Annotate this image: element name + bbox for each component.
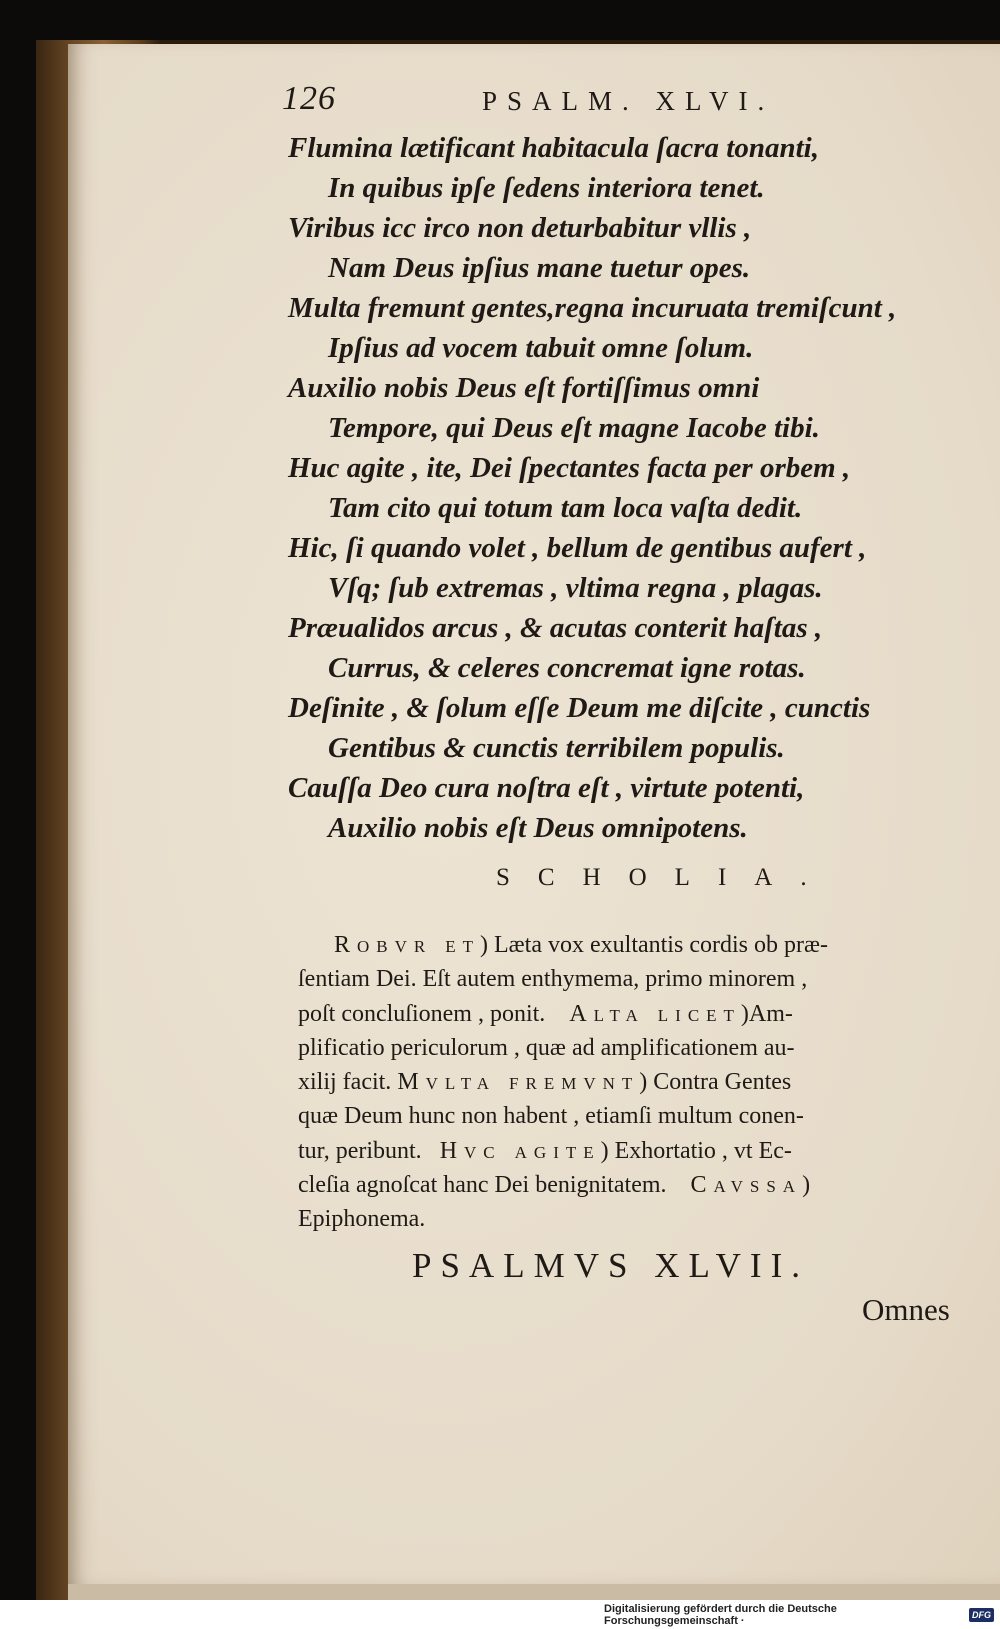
verse-line: Vſq; ſub extremas , vltima regna , plagas. [328,572,823,604]
verse-line: Præualidos arcus , & acutas conterit haſtas , [288,612,823,644]
scholia-line [298,1065,1000,1099]
lemma-reference: Mvlta fremvnt [397,1069,640,1096]
commentary-text: cleſia agnoſcat hanc Dei benignitatem. [298,1172,691,1199]
catchword: Omnes [862,1292,950,1327]
commentary-text: )Am- [740,1000,793,1027]
next-psalm-heading: PSALMVS XLVII. [412,1246,809,1285]
lemma-reference: Hvc agite [439,1137,601,1164]
scholia-line [298,1202,1000,1236]
commentary-text: poſt concluſionem , ponit. [298,1000,570,1027]
commentary-text: Epiphonema. [298,1206,426,1233]
verse-line: Cauſſa Deo cura noſtra eſt , virtute potenti, [288,772,805,804]
verse-line: Currus, & celeres concremat igne rotas. [328,652,806,684]
verse-line: Viribus icc irco non deturbabitur vllis , [288,212,752,244]
running-header [282,80,852,126]
verse-line: Auxilio nobis eſt Deus omnipotens. [328,812,748,844]
commentary-text: ) Exhortatio , vt Ec- [600,1137,792,1164]
verse-line: Auxilio nobis Deus eſt fortiſſimus omni [288,372,760,404]
scholia-heading: SCHOLIA. [496,864,835,891]
scholia-line [298,962,1000,996]
commentary-text: tur, peribunt. [298,1137,440,1164]
commentary-text: ) [802,1172,811,1199]
scholia-line [298,1099,1000,1133]
commentary-text: quæ Deum hunc non habent , etiamſi multum conen- [298,1103,804,1130]
verse-line: Huc agite , ite, Dei ſpectantes facta per orbem , [288,452,851,484]
commentary-text: ſentiam Dei. Eſt autem enthymema, primo minorem , [298,966,808,993]
page-number: 126 [282,80,336,117]
running-title: PSALM. XLVI. [482,86,775,116]
commentary-text: plificatio periculorum , quæ ad amplificationem au- [298,1034,795,1061]
commentary-text: ) Contra Gentes [639,1069,792,1096]
digitization-footer [604,1604,994,1626]
scholia-line [298,1168,1000,1202]
scholia-line [298,1031,1000,1065]
verse-line: Gentibus & cunctis terribilem populis. [328,732,785,764]
lemma-reference: Robvr et [334,932,481,958]
footer-credit: Digitalisierung gefördert durch die Deutsche Forschungsgemeinschaft · [604,1603,837,1627]
lemma-reference: Cavssa [690,1172,803,1199]
verse-line: Nam Deus ipſius mane tuetur opes. [328,252,751,284]
verse-line: Flumina lætificant habitacula ſacra tonanti, [288,132,819,164]
commentary-text: xilij facit. [298,1069,398,1096]
verse-line: Multa fremunt gentes,regna incuruata tremiſcunt , [288,292,897,324]
verse-line: Hic, ſi quando volet , bellum de gentibus aufert , [288,532,867,564]
commentary-text: ) Læta vox exultantis cordis ob præ- [480,932,828,958]
verse-line: Tam cito qui totum tam loca vaſta dedit. [328,492,803,524]
scholia-text [298,928,1000,1237]
verse-line: Tempore, qui Deus eſt magne Iacobe tibi. [328,412,820,444]
verse-line: Deſinite , & ſolum eſſe Deum me diſcite , cunctis [288,692,871,724]
page-bottom-edge [68,1584,1000,1600]
verse-line: Ipſius ad vocem tabuit omne ſolum. [328,332,754,364]
scholia-line [298,997,1000,1031]
psalm-verses [288,128,988,848]
scholia-line [298,928,1000,962]
dfg-logo-icon: DFG [969,1608,994,1622]
lemma-reference: Alta licet [569,1000,741,1027]
verse-line: In quibus ipſe ſedens interiora tenet. [328,172,765,204]
scholia-line [298,1134,1000,1168]
